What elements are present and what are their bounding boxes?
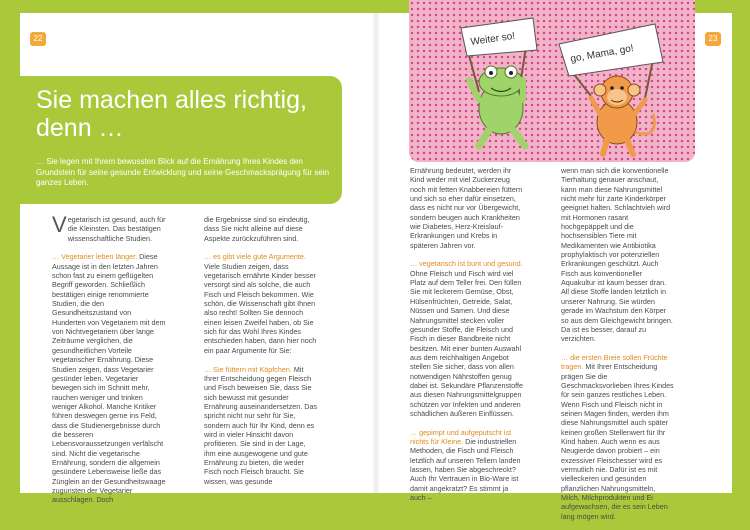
paragraph-erste-breie: … die ersten Breie sollen Früchte tragen. Mit Ihrer Entscheidung prägen Sie die Geschmacksvorlieben Ihres Kindes für sein ganzes restliches Leben. Wenn Fisch und Fleisch nicht in seinen Magen finden, werden ihm diese Nahrungsmittel auch später keinen großen Stellenwert für Ihr Kind haben. Auch wenn es aus Neugierde davon probiert – ein exzessiver Fleischesser wird es vermutlich nie. Dafür ist es mit vielleckeren und gesunden pflanzlichen Nahrungsmitteln, Milch, Milchprodukten und Ei aufgewachsen, die es sein Leben lang mögen wird.	[561, 352, 674, 521]
page-number-right: 23	[705, 32, 721, 46]
subheading: … Vegetarier leben länger.	[52, 252, 138, 262]
sign-right-text: go, Mama, go!	[569, 43, 635, 65]
page-title	[36, 86, 336, 142]
text-column-4	[561, 166, 675, 530]
subheading: … Sie füttern mit Köpfchen.	[204, 364, 292, 374]
subheading: … gepimpt und aufgeputscht ist nichts für Kleine.	[410, 427, 512, 446]
frog-figure	[461, 18, 537, 146]
text-column-1	[52, 212, 166, 514]
intro-paragraph: Vegetarisch ist gesund, auch für die Kleinsten. Das bestätigen wissenschaftliche Studien.	[52, 212, 166, 243]
paragraph-continuation: wenn man sich die konventionelle Tierhaltung genauer anschaut, kann man diese Nahrungsmittel nicht mehr für zarte Kinderkörper geeignet halten. Schlachtvieh wird mit Hormonen rasant hochgepäppelt und die hochsensiblen Tiere mit Medikamenten wie Antibiotika prophylaktisch vor potenziellen Erkrankungen geschützt. Auch Fisch aus konventioneller Aquakultur ist kaum besser dran. All diese Stoffe landen letztlich in unserer Nahrung. Sie würden gerade im Wachstum den Körper so aus dem Gleichgewicht bringen. Da ist es besser, darauf zu verzichten.	[561, 166, 673, 344]
book-gutter	[372, 13, 380, 493]
paragraph-continuation: die Ergebnisse sind so eindeutig, dass Sie nicht alleine auf diese Aspekte zurückzuführen sind.	[204, 215, 310, 243]
photo-illustration	[409, 0, 695, 162]
paragraph-gepimpt: … gepimpt und aufgeputscht ist nichts für Kleine. Die industriellen Methoden, die Fisch und Fleisch letztlich auf unseren Tellern landen lassen, haben Sie abgeschreckt? Auch Ihr Vertrauen in Bio-Ware ist damit angekratzt? Es stimmt ja auch –	[410, 427, 521, 503]
text-column-3	[410, 166, 524, 512]
paragraph-continuation: Ernährung bedeutet, werden ihr Kind weder mit viel Zuckerzeug noch mit fetten Knabbereien füttern und sich so eher dafür einsetzen, dass es nicht nur vor Übergewicht, sondern beugen auch Krankheiten wie Diabetes, Herz-Kreislauf-Erkrankungen und Krebs in späteren Jahren vor.	[410, 166, 523, 250]
paragraph-gute-argumente: … es gibt viele gute Argumente. Viele Studien zeigen, dass vegetarisch ernährte Kinder besser versorgt sind als solche, die auch Fisch und Fleisch bekommen. Wie schön, die Wissenschaft gibt Ihnen also recht! Sollten Sie dennoch einen leisen Zweifel haben, ob Sie sich für das Wohl Ihres Kindes entschieden haben, dann hier noch ein paar Argumente für Sie:	[204, 252, 317, 355]
sign-left-text: Weiter so!	[469, 30, 516, 48]
photo-drawing	[409, 0, 695, 162]
subheading: … es gibt viele gute Argumente.	[204, 252, 306, 262]
title-line-1: Sie machen alles richtig,	[36, 86, 307, 114]
paragraph-koepfchen: … Sie füttern mit Köpfchen. Mit Ihrer Entscheidung gegen Fleisch und Fisch beweisen Sie, dass Sie sich bewusst mit gesunder Ernährung auseinandersetzen. Das spricht nicht nur sehr für Sie, sondern auch für Ihr Kind, denn es wird in vieler Hinsicht davon profitieren. Sie sind in der Lage, ihm eine ausgewogene und gute Ernährung zu bieten, die weder Fisch noch Fleisch braucht. Sie wissen, was gesunde	[204, 364, 318, 486]
text-column-2	[204, 215, 318, 495]
page-number-left: 22	[30, 32, 46, 46]
title-line-2: denn …	[36, 114, 124, 142]
paragraph-vegetarier-leben-laenger: … Vegetarier leben länger. Diese Aussage ist in den letzten Jahren schon fast zu einem geflügelten Begriff geworden. Schließlich bestätigen einige renommierte Studien, die den Gesundheitszustand von Hunderten von Vegetariern mit dem von Nichtvegetariern über lange Zeiträume verglichen, die gesundheitlichen Vorteile vegetarischer Ernährung. Diese Studien zeigen, dass Vegetarier gesünder leben. Vegetarier bewegen sich im Schnitt mehr, rauchen weniger und trinken weniger Alkohol. Manche Kritiker führen deswegen gerne ins Feld, dass die Studienergebnisse durch die besseren Lebensvoraussetzungen verfälscht sind. Nicht die vegetarische Ernährung, sondern die allgemein gesündere Lebensweise ließe das Zünglein an der Gesundheitswaage zugunsten der Vegetarier ausschlagen. Doch	[52, 252, 166, 505]
subheading: … vegetarisch ist bunt und gesund.	[410, 259, 523, 269]
drop-cap: V	[52, 212, 67, 237]
subheading: … die ersten Breie sollen Früchte tragen.	[561, 352, 668, 372]
monkey-figure	[559, 24, 663, 154]
paragraph-bunt-und-gesund: … vegetarisch ist bunt und gesund. Ohne Fleisch und Fisch wird viel Platz auf dem Teller frei. Den füllen Sie mit leckerem Gemüse, Obst, Hülsenfrüchten, Getreide, Salat, Nüssen und Samen. Und diese Nahrungsmittel stecken voller gesunder Stoffe, die Fleisch und Fisch in dieser Bandbreite nicht besitzen. Mit einer bunten Auswahl aus dem reichhaltigen Angebot stellen Sie sicher, dass von allen notwendigen Nährstoffen genug dabei ist. Sekundäre Pflanzenstoffe aus diesen Nahrungsmittelgruppen schützen vor Infekten und anderen schädlichen äußeren Einflüssen.	[410, 259, 523, 418]
lead-paragraph: … Sie legen mit Ihrem bewussten Blick auf die Ernährung Ihres Kindes den Grundstein für seine gesunde Entwicklung und seine Geschmacksprägung für sein ganzes Leben.	[36, 157, 330, 187]
